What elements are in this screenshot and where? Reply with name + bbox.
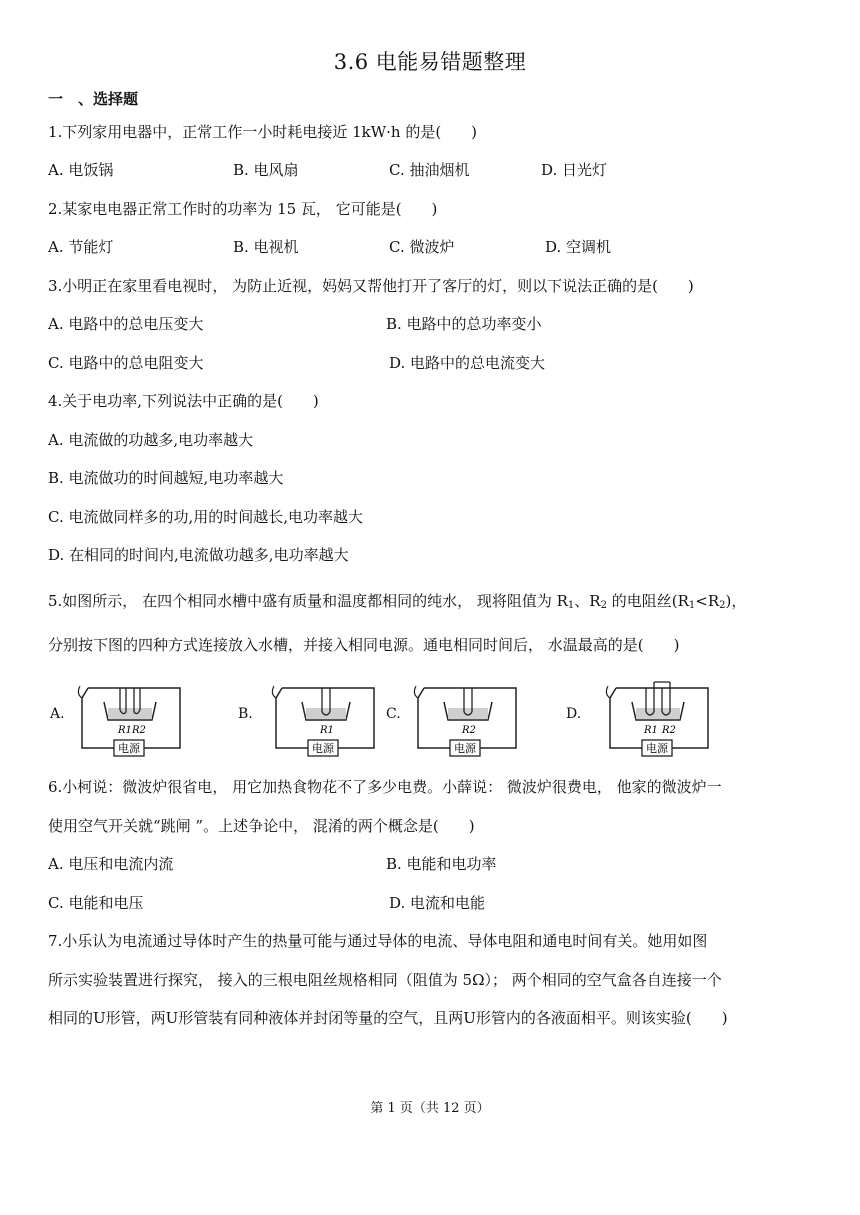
circuit-figure-c (404, 668, 528, 762)
page-title: 3.6 电能易错题整理 (333, 50, 527, 74)
figure-label-d: D. (566, 706, 582, 722)
question-5-stem: 5.如图所示， 在四个相同水槽中盛有质量和温度都相同的纯水， 现将阻值为 $R_1$、$R_2$ 的电阻丝$(R_1<R_2)$， (48, 592, 747, 611)
question-1-stem: 1.下列家用电器中，正常工作一小时耗电接近 1kW·h 的是( ) (48, 123, 478, 141)
power-source-label: 电源 (118, 742, 140, 755)
circuit-figure-a (68, 668, 192, 762)
figure-label-a: A. (50, 706, 65, 722)
q2-option-a: A. 节能灯 (48, 238, 114, 256)
q6-option-c: C. 电能和电压 (48, 894, 144, 912)
q1-option-b: B. 电风扇 (233, 161, 299, 179)
q3-option-c: C. 电路中的总电阻变大 (48, 354, 204, 372)
q1-option-d: D. 日光灯 (541, 161, 608, 179)
q4-option-a: A. 电流做的功越多,电功率越大 (48, 431, 254, 449)
q4-option-b: B. 电流做功的时间越短,电功率越大 (48, 469, 284, 487)
r2-label: R2 (662, 725, 676, 736)
figure-label-c: C. (386, 706, 401, 722)
q6-option-a: A. 电压和电流内流 (48, 855, 174, 873)
question-7-line-1: 7.小乐认为电流通过导体时产生的热量可能与通过导体的电流、导体电阻和通电时间有关。她用如图 (48, 932, 708, 950)
q6-option-b: B. 电能和电功率 (386, 855, 497, 873)
r1-label: R1 (118, 725, 132, 736)
question-7-line-2: 所示实验装置进行探究， 接入的三根电阻丝规格相同（阻值为 5Ω）； 两个相同的空气盒各自连接一个 (48, 971, 722, 989)
q4-option-c: C. 电流做同样多的功,用的时间越长,电功率越大 (48, 508, 364, 526)
power-source-label: 电源 (646, 742, 668, 755)
section-heading: 一 、选择题 (48, 90, 139, 108)
page-footer: 第 1 页（共 12 页） (370, 1101, 490, 1116)
question-4-stem: 4.关于电功率,下列说法中正确的是( ) (48, 392, 319, 410)
q2-option-b: B. 电视机 (233, 238, 299, 256)
r2-label: R2 (132, 725, 146, 736)
figure-label-b: B. (238, 706, 253, 722)
circuit-figure-b (262, 668, 386, 762)
q4-option-d: D. 在相同的时间内,电流做功越多,电功率越大 (48, 546, 349, 564)
circuit-figure-d (596, 668, 720, 762)
q2-option-d: D. 空调机 (545, 238, 612, 256)
q3-option-d: D. 电路中的总电流变大 (389, 354, 546, 372)
question-3-stem: 3.小明正在家里看电视时， 为防止近视，妈妈又帮他打开了客厅的灯，则以下说法正确的是( ) (48, 277, 694, 295)
q2-option-c: C. 微波炉 (389, 238, 455, 256)
r1-label: R1 (644, 725, 658, 736)
question-5-line-2: 分别按下图的四种方式连接放入水槽，并接入相同电源。通电相同时间后， 水温最高的是( ) (48, 636, 680, 654)
question-6-line-1: 6.小柯说：微波炉很省电， 用它加热食物花不了多少电费。小薛说： 微波炉很费电， 他家的微波炉一 (48, 778, 722, 796)
power-source-label: 电源 (312, 742, 334, 755)
question-2-stem: 2.某家电电器正常工作时的功率为 15 瓦， 它可能是( ) (48, 200, 438, 218)
q3-option-b: B. 电路中的总功率变小 (386, 315, 542, 333)
r2-label: R2 (462, 725, 476, 736)
q6-option-d: D. 电流和电能 (389, 894, 486, 912)
question-6-line-2: 使用空气开关就“跳闸 ”。上述争论中， 混淆的两个概念是( ) (48, 817, 475, 835)
q1-option-a: A. 电饭锅 (48, 161, 114, 179)
q1-option-c: C. 抽油烟机 (389, 161, 470, 179)
q3-option-a: A. 电路中的总电压变大 (48, 315, 204, 333)
r1-label: R1 (320, 725, 334, 736)
power-source-label: 电源 (454, 742, 476, 755)
question-7-line-3: 相同的U形管，两U形管装有同种液体并封闭等量的空气，且两U形管内的各液面相平。则该实验( ) (48, 1009, 728, 1027)
